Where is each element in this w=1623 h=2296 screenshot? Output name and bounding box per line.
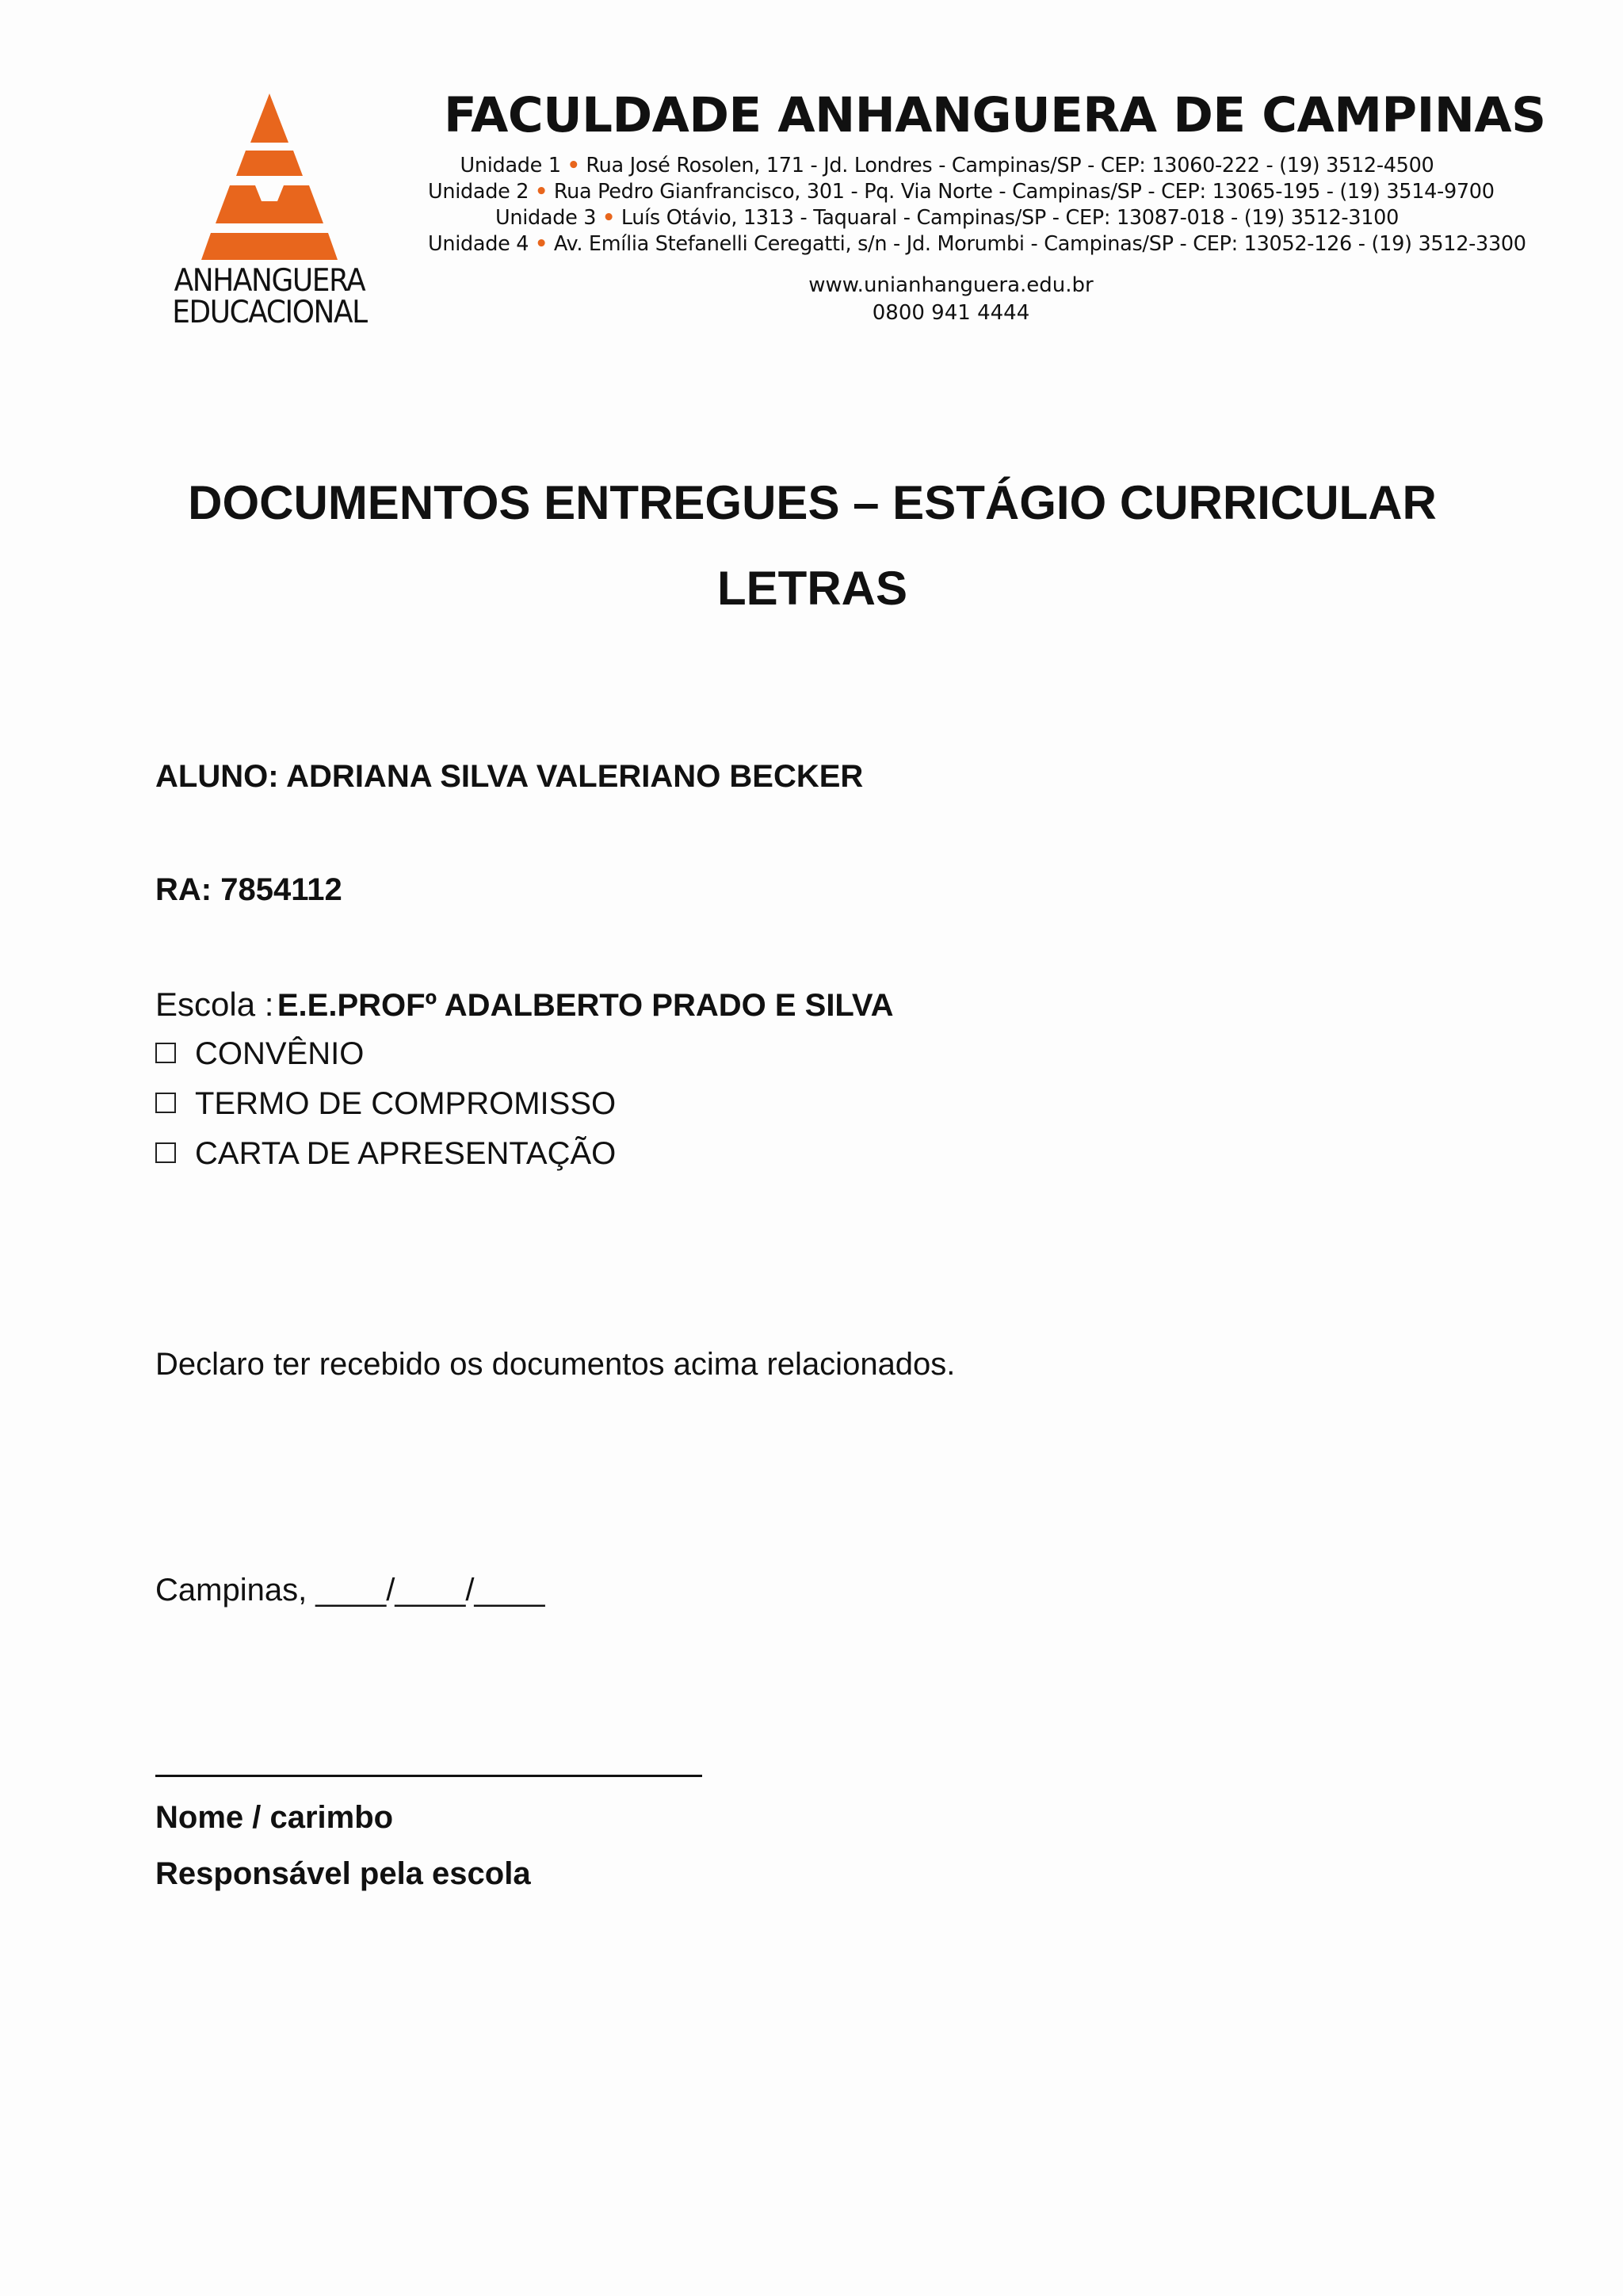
unit-address: Rua José Rosolen, 171 - Jd. Londres - Campinas/SP - CEP: 13060-222 - (19) 3512-4500 (586, 154, 1434, 177)
student-ra: RA: 7854112 (155, 872, 342, 907)
unit-address: Luís Otávio, 1313 - Taquaral - Campinas/SP - CEP: 13087-018 - (19) 3512-3100 (621, 206, 1400, 230)
unit-label: Unidade 2 (428, 180, 529, 204)
checklist-label: CONVÊNIO (195, 1036, 365, 1071)
bullet-icon: • (535, 232, 548, 256)
signature-line (155, 1775, 702, 1777)
unit-address: Av. Emília Stefanelli Ceregatti, s/n - Jd. Morumbi - Campinas/SP - CEP: 13052-126 - (19) 3512-3300 (553, 232, 1526, 256)
signature-role: Responsável pela escola (155, 1856, 531, 1891)
school-label: Escola : (155, 986, 274, 1023)
document-title-line2: LETRAS (717, 562, 907, 615)
school-name: E.E.PROFº ADALBERTO PRADO E SILVA (277, 988, 894, 1023)
checklist-label: CARTA DE APRESENTAÇÃO (195, 1136, 617, 1171)
checklist-label: TERMO DE COMPROMISSO (195, 1086, 617, 1121)
bullet-icon: • (567, 154, 580, 177)
institution-name: FACULDADE ANHANGUERA DE CAMPINAS (444, 87, 1546, 143)
unit-line-3 (428, 205, 1466, 231)
unit-line-4 (428, 231, 1526, 257)
declaration-text: Declaro ter recebido os documentos acima relacionados. (155, 1347, 956, 1382)
unit-label: Unidade 1 (460, 154, 561, 177)
logo-text-line2: EDUCACIONAL (172, 295, 367, 330)
unit-label: Unidade 3 (495, 206, 597, 230)
website: www.unianhanguera.edu.br (808, 273, 1094, 297)
student-name: ALUNO: ADRIANA SILVA VALERIANO BECKER (155, 759, 864, 794)
unit-address: Rua Pedro Gianfrancisco, 301 - Pq. Via Norte - Campinas/SP - CEP: 13065-195 - (19) 3514-9700 (553, 180, 1495, 204)
phone: 0800 941 4444 (872, 301, 1030, 325)
unit-line-1 (428, 153, 1466, 179)
document-title-line1: DOCUMENTOS ENTREGUES – ESTÁGIO CURRICULAR (188, 476, 1437, 529)
checkbox[interactable] (155, 1043, 176, 1063)
date-line: Campinas, ____/____/____ (155, 1573, 545, 1608)
bullet-icon: • (535, 180, 548, 204)
unit-label: Unidade 4 (428, 232, 529, 256)
school-line (155, 986, 894, 1024)
logo-text-line1: ANHANGUERA (174, 263, 365, 299)
checkbox[interactable] (155, 1142, 176, 1163)
unit-line-2 (428, 179, 1495, 205)
checkbox[interactable] (155, 1093, 176, 1113)
checklist-item (155, 1136, 616, 1172)
bullet-icon: • (602, 206, 616, 230)
checklist-item (155, 1036, 364, 1072)
signature-name: Nome / carimbo (155, 1800, 394, 1835)
checklist-item (155, 1086, 616, 1122)
